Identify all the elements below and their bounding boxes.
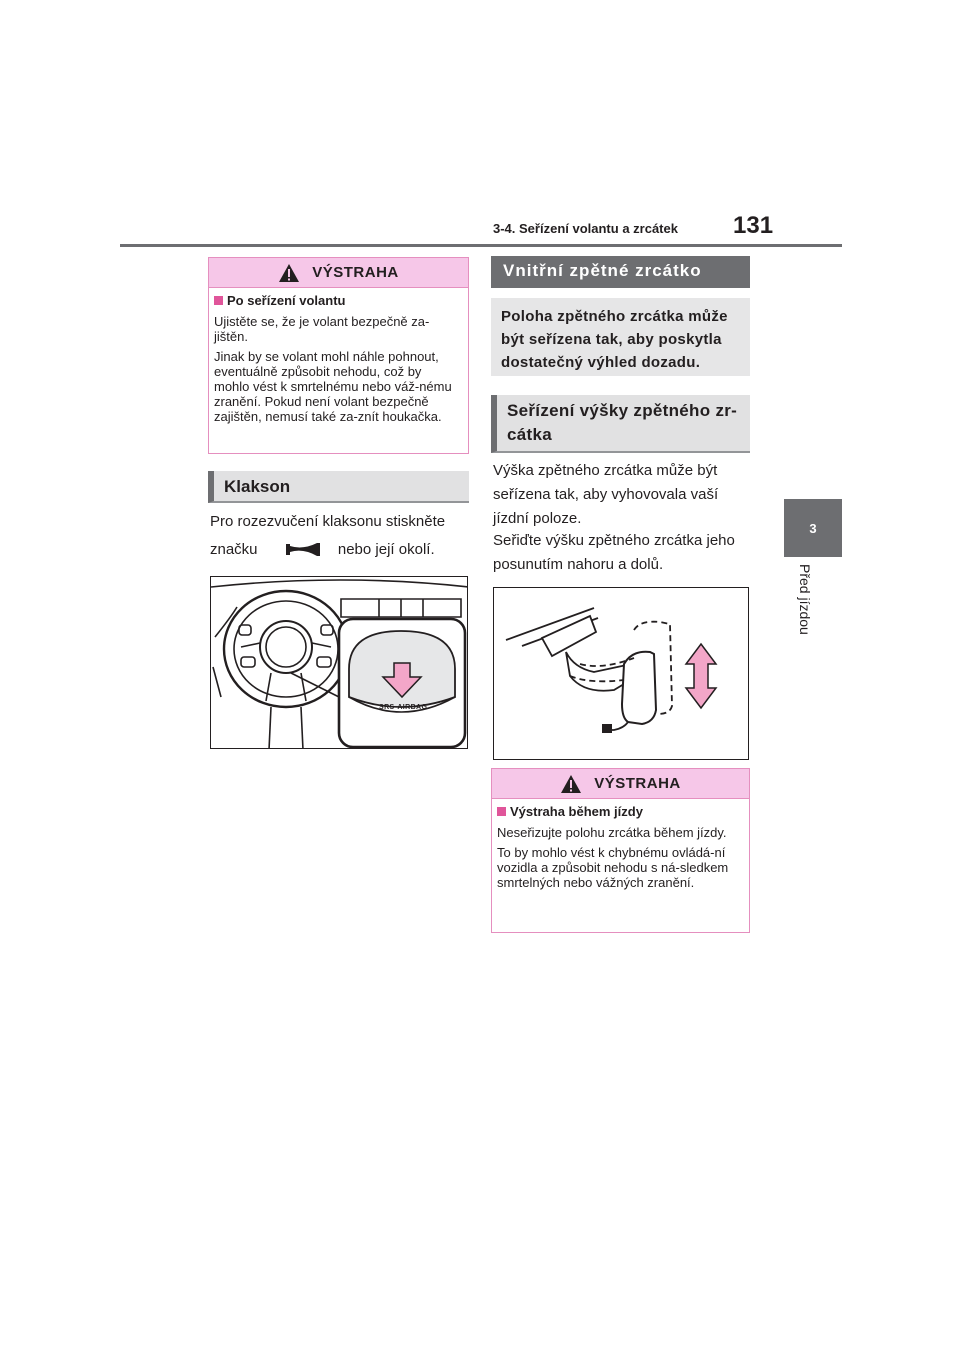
steering-wheel-illustration	[210, 576, 468, 749]
warning-text-2: Jinak by se volant mohl náhle pohnout, eventuálně způsobit nehodu, což by mohlo vést k smrtelnému nebo váž-nému zranění. Pokud není volant bezpečně zajištěn, nemusí také za-znít houkačka.	[214, 349, 452, 424]
warning-subtitle: Výstraha během jízdy	[510, 804, 643, 819]
warning-text-1: Ujistěte se, že je volant bezpečně za-jištěn.	[214, 314, 430, 344]
klakson-heading: Klakson	[208, 471, 469, 503]
mirror-illustration	[493, 587, 749, 760]
warning-text-2: To by mohlo vést k chybnému ovládá-ní vozidla a způsobit nehodu s ná-sledkem smrtelných nebo vážných zranění.	[497, 845, 729, 890]
mirror-height-heading: Seřízení výšky zpětného zr-cátka	[491, 395, 750, 453]
warning-text-1: Neseřizujte polohu zrcátka během jízdy.	[497, 825, 727, 840]
horn-icon	[284, 541, 322, 559]
klakson-text-1: Pro rozezvučení klaksonu stiskněte	[210, 513, 446, 530]
warning-triangle-icon	[278, 263, 300, 283]
warning-title: VÝSTRAHA	[312, 264, 399, 281]
mirror-intro: Poloha zpětného zrcátka může být seřízena tak, aby poskytla dostatečný výhled dozadu.	[491, 298, 750, 376]
bullet-square-icon	[214, 296, 223, 305]
warning-title: VÝSTRAHA	[594, 775, 681, 792]
warning-header	[209, 258, 468, 288]
bullet-square-icon	[497, 807, 506, 816]
klakson-text-2b: nebo její okolí.	[337, 541, 435, 558]
page-number: 131	[733, 212, 774, 239]
warning-box-driving	[491, 768, 750, 933]
chapter-label: Před jízdou	[797, 564, 813, 635]
warning-box-steering	[208, 257, 469, 454]
mirror-section-heading: Vnitřní zpětné zrcátko	[491, 256, 750, 288]
mirror-drawing	[494, 588, 749, 760]
klakson-text-2	[210, 538, 480, 562]
header-rule	[120, 244, 842, 247]
mirror-text-1: Výška zpětného zrcátka může být seřízena tak, aby vyhovovala vaší jízdní poloze.	[493, 462, 719, 527]
chapter-tab[interactable]: 3	[784, 499, 842, 557]
warning-subtitle: Po seřízení volantu	[227, 293, 346, 308]
airbag-label: SRS-AIRBAG	[379, 704, 428, 711]
section-title: 3-4. Seřízení volantu a zrcátek	[493, 221, 678, 236]
mirror-text-2: Seřiďte výšku zpětného zrcátka jeho posunutím nahoru a dolů.	[493, 532, 735, 573]
klakson-text-2a: značku	[210, 541, 258, 558]
steering-wheel-drawing	[211, 577, 468, 749]
warning-triangle-icon	[560, 774, 582, 794]
warning-header	[492, 769, 749, 799]
